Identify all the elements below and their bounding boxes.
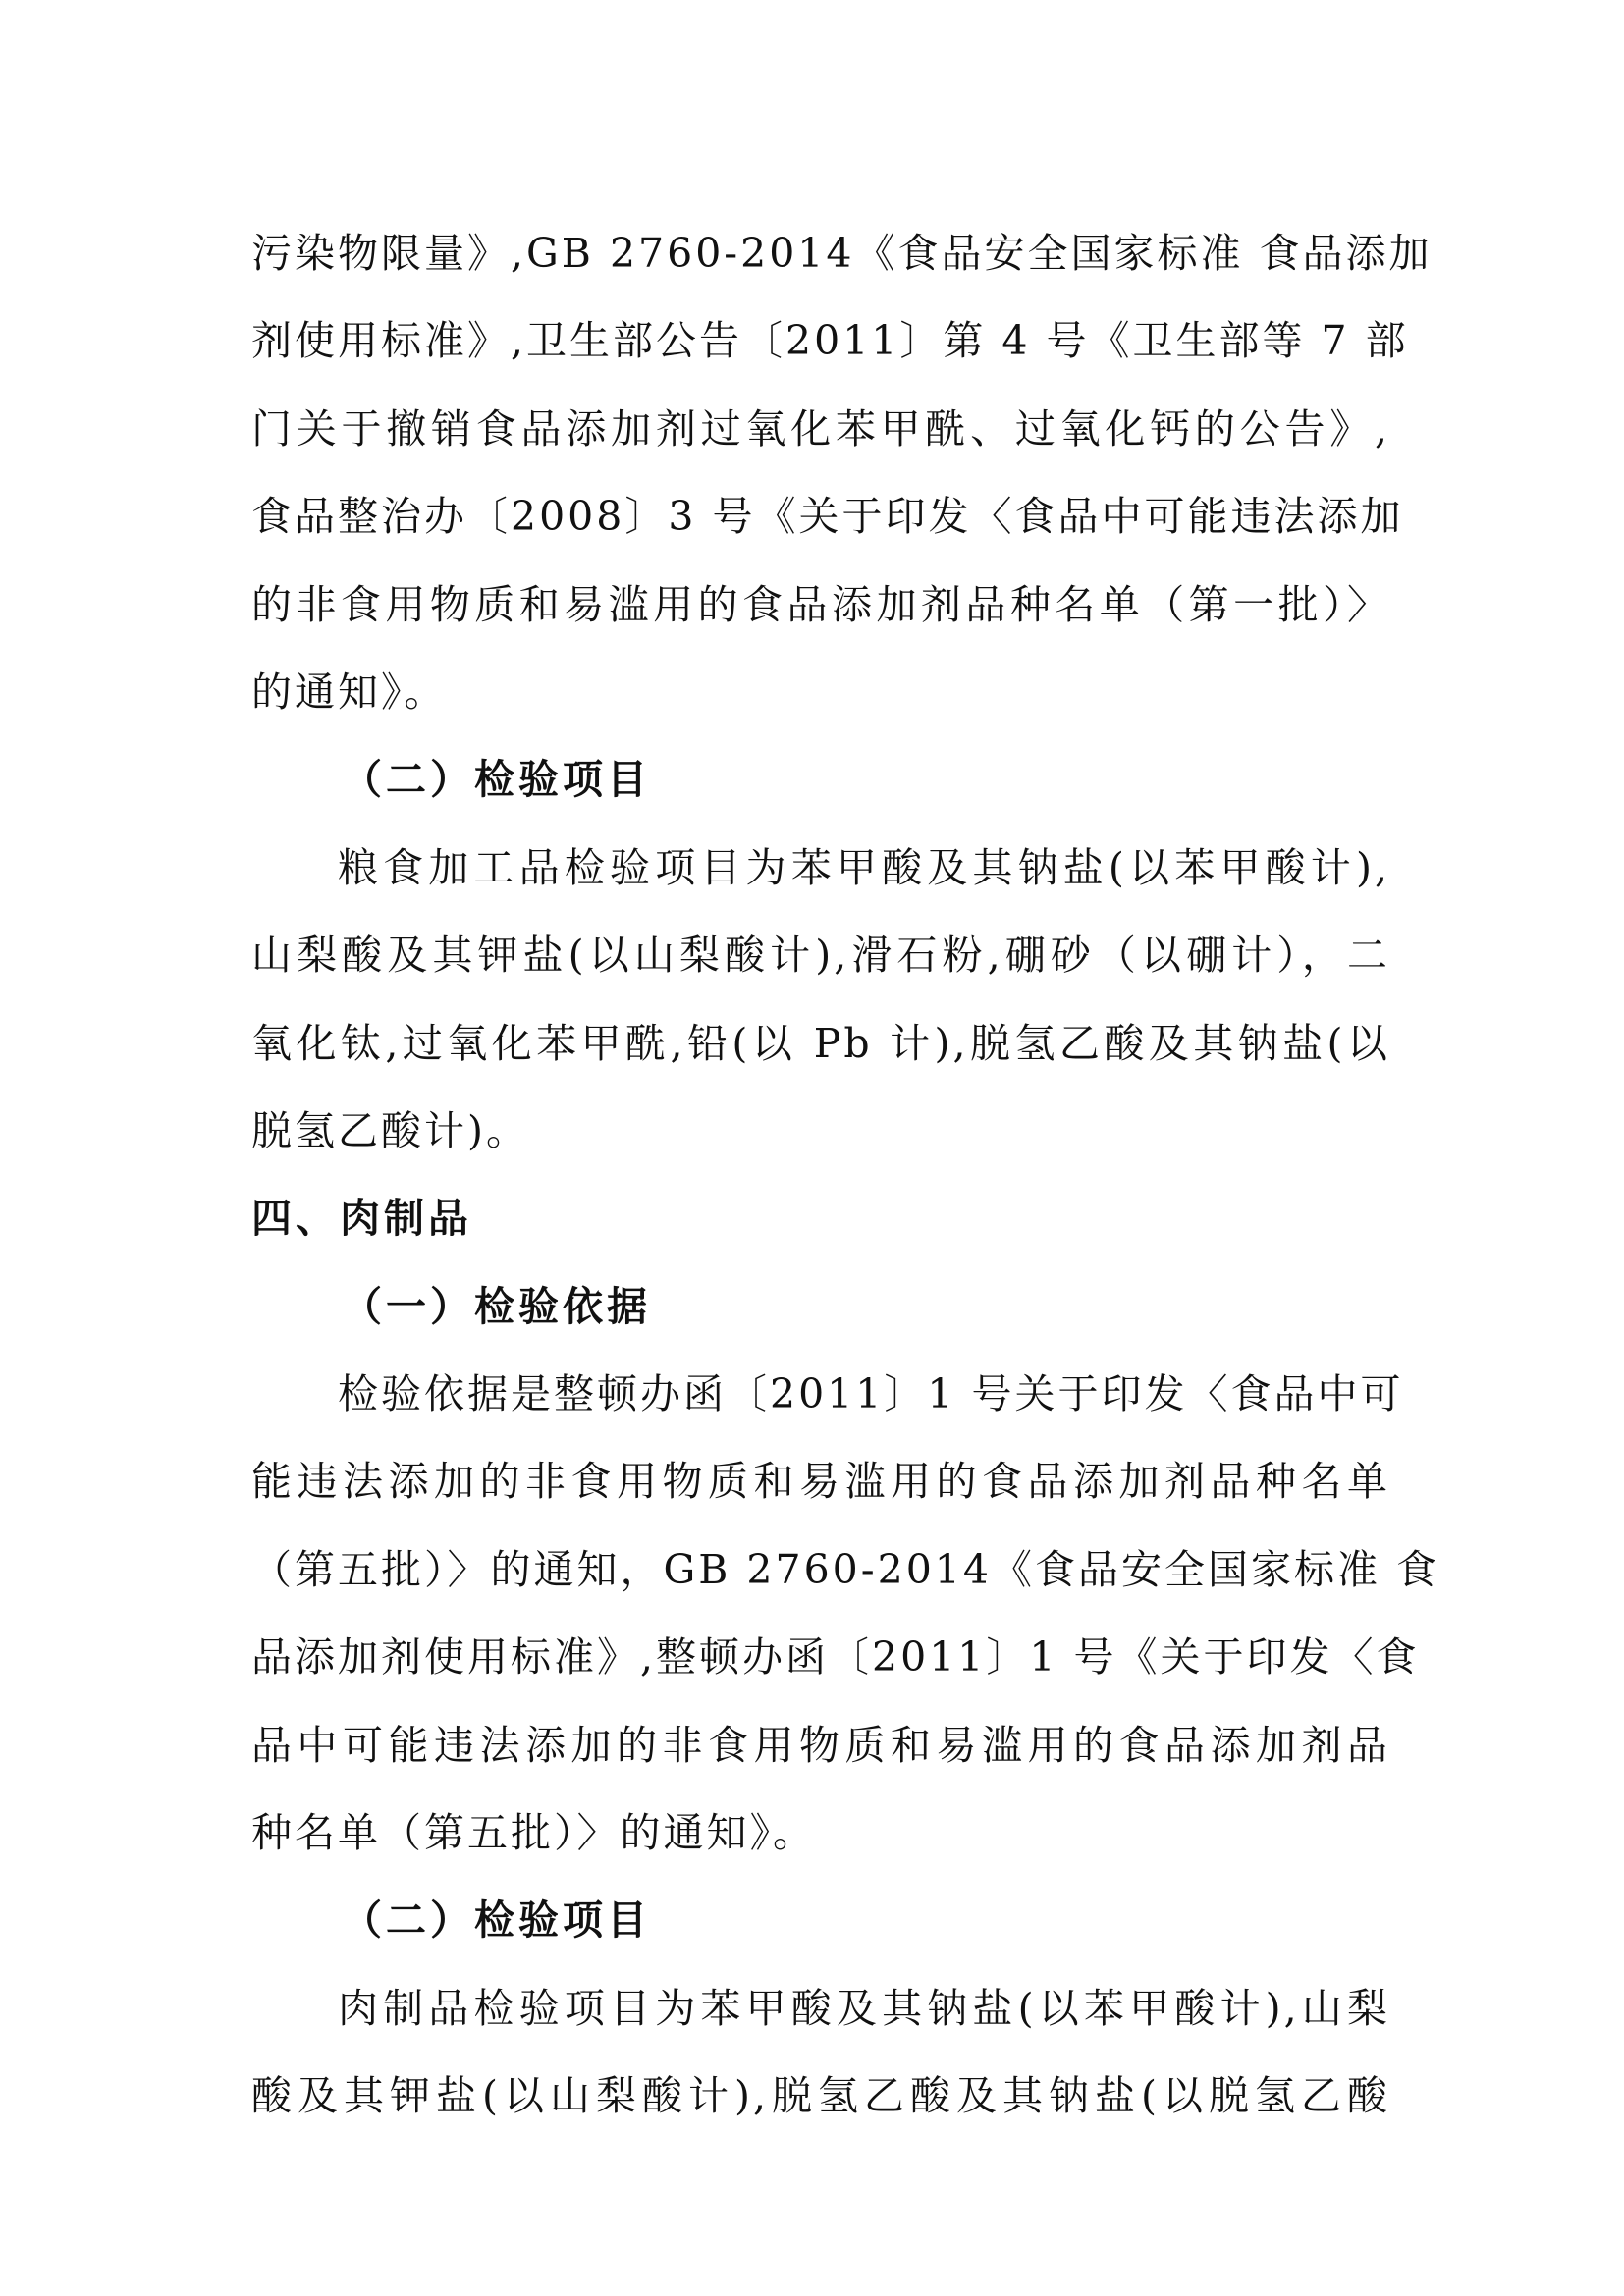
body-text-line: 肉制品检验项目为苯甲酸及其钠盐(以苯甲酸计),山梨 xyxy=(338,1984,1390,2032)
body-text-line: 氧化钛,过氧化苯甲酰,铅(以 Pb 计),脱氢乙酸及其钠盐(以 xyxy=(251,1019,1390,1067)
document-body xyxy=(251,210,1439,2141)
section-heading-inspection-items: （二）检验项目 xyxy=(342,1896,651,1945)
body-text-line: 检验依据是整顿办函〔2011〕1 号关于印发〈食品中可 xyxy=(338,1370,1404,1418)
section-heading-inspection-items: （二）检验项目 xyxy=(342,756,651,804)
body-text-line: 剂使用标准》,卫生部公告〔2011〕第 4 号《卫生部等 7 部 xyxy=(251,317,1409,365)
body-text-line: 的非食用物质和易滥用的食品添加剂品种名单（第一批）〉 xyxy=(251,580,1390,628)
body-text-line: 品中可能违法添加的非食用物质和易滥用的食品添加剂品 xyxy=(251,1721,1390,1769)
body-text-line: 品添加剂使用标准》,整顿办函〔2011〕1 号《关于印发〈食 xyxy=(251,1633,1420,1682)
body-text-line: 食品整治办〔2008〕3 号《关于印发〈食品中可能违法添加 xyxy=(251,493,1404,541)
body-text-line: 脱氢乙酸计)。 xyxy=(251,1106,529,1154)
body-text-line: 门关于撤销食品添加剂过氧化苯甲酰、过氧化钙的公告》, xyxy=(251,404,1390,453)
body-text-line: 山梨酸及其钾盐(以山梨酸计),滑石粉,硼砂（以硼计），二 xyxy=(251,932,1390,980)
body-text-line: 的通知》。 xyxy=(251,667,448,716)
body-text-line: 能违法添加的非食用物质和易滥用的食品添加剂品种名单 xyxy=(251,1458,1390,1506)
section-heading-inspection-basis: （一）检验依据 xyxy=(342,1282,651,1330)
section-heading-meat-products: 四、肉制品 xyxy=(251,1195,472,1243)
body-text-line: 污染物限量》,GB 2760-2014《食品安全国家标准 食品添加 xyxy=(251,230,1433,277)
body-text-line: （第五批）〉的通知，GB 2760-2014《食品安全国家标准 食 xyxy=(251,1545,1439,1593)
body-text-line: 酸及其钾盐(以山梨酸计),脱氢乙酸及其钠盐(以脱氢乙酸 xyxy=(251,2072,1390,2120)
body-text-line: 粮食加工品检验项目为苯甲酸及其钠盐(以苯甲酸计), xyxy=(338,843,1390,891)
body-text-line: 种名单（第五批）〉的通知》。 xyxy=(251,1809,816,1857)
